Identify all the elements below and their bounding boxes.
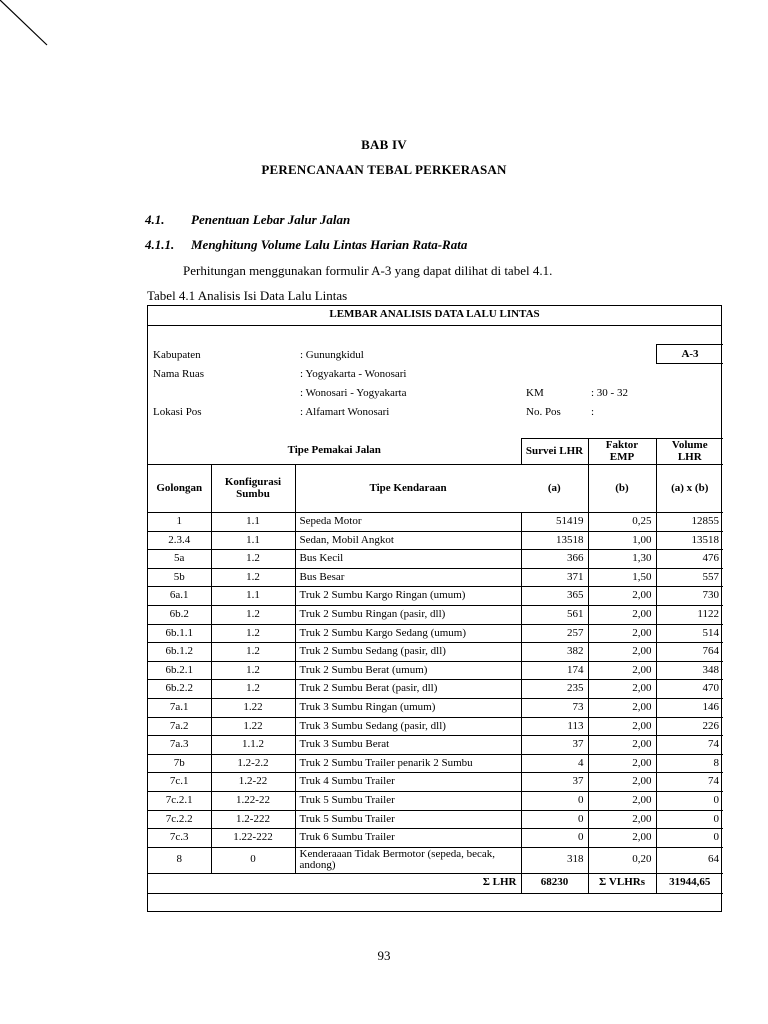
unit-a: (a) <box>521 465 588 513</box>
konfigurasi-cell: 1.2-22 <box>211 773 295 792</box>
konfigurasi-cell: 1.2-222 <box>211 810 295 829</box>
table-row <box>148 698 723 717</box>
table-row <box>148 791 723 810</box>
table-row <box>148 568 723 587</box>
volume-cell: 74 <box>656 736 723 755</box>
tipe-cell: Truk 2 Sumbu Kargo Sedang (umum) <box>295 624 521 643</box>
table-row <box>148 847 723 873</box>
volume-cell: 8 <box>656 754 723 773</box>
emp-cell: 2,00 <box>588 643 656 662</box>
tipe-cell: Bus Kecil <box>295 550 521 569</box>
lhr-cell: 365 <box>521 587 588 606</box>
golongan-cell: 7a.2 <box>148 717 211 736</box>
nopos-value: : <box>591 406 595 418</box>
konfigurasi-cell: 1.1 <box>211 513 295 532</box>
tipe-cell: Truk 3 Sumbu Sedang (pasir, dll) <box>295 717 521 736</box>
traffic-data-table <box>148 438 723 894</box>
subsection-number: 4.1.1. <box>145 237 175 252</box>
volume-cell: 348 <box>656 661 723 680</box>
subsection-heading <box>145 237 467 253</box>
volume-cell: 557 <box>656 568 723 587</box>
section-title: Penentuan Lebar Jalur Jalan <box>191 212 351 227</box>
lhr-cell: 174 <box>521 661 588 680</box>
golongan-cell: 6b.1.1 <box>148 624 211 643</box>
volume-cell: 13518 <box>656 531 723 550</box>
tipe-cell: Truk 3 Sumbu Berat <box>295 736 521 755</box>
table-row <box>148 736 723 755</box>
lhr-cell: 382 <box>521 643 588 662</box>
nopos-label: No. Pos <box>526 406 561 418</box>
lhr-cell: 4 <box>521 754 588 773</box>
tipe-cell: Sedan, Mobil Angkot <box>295 531 521 550</box>
golongan-cell: 7c.3 <box>148 829 211 848</box>
volume-cell: 12855 <box>656 513 723 532</box>
konfigurasi-cell: 1.1.2 <box>211 736 295 755</box>
table-row <box>148 680 723 699</box>
section-heading <box>145 212 350 228</box>
tipe-cell: Sepeda Motor <box>295 513 521 532</box>
lhr-cell: 235 <box>521 680 588 699</box>
table-row <box>148 643 723 662</box>
golongan-cell: 7a.1 <box>148 698 211 717</box>
lhr-cell: 0 <box>521 810 588 829</box>
page-number: 93 <box>377 948 391 963</box>
tipe-cell: Truk 5 Sumbu Trailer <box>295 810 521 829</box>
table-row <box>148 587 723 606</box>
konfigurasi-cell: 1.2 <box>211 550 295 569</box>
konfigurasi-cell: 1.22 <box>211 698 295 717</box>
tipe-cell: Truk 2 Sumbu Ringan (pasir, dll) <box>295 605 521 624</box>
lhr-cell: 73 <box>521 698 588 717</box>
lhr-cell: 0 <box>521 791 588 810</box>
ruas-value-2: : Wonosari - Yogyakarta <box>300 387 407 399</box>
faktor-header: Faktor EMP <box>588 439 656 465</box>
form-code-box: A-3 <box>656 344 723 364</box>
volume-cell: 0 <box>656 810 723 829</box>
total-vlhr-label: Σ VLHRs <box>588 873 656 893</box>
table-row <box>148 829 723 848</box>
lhr-cell: 37 <box>521 736 588 755</box>
tipe-cell: Kenderaaan Tidak Bermotor (sepeda, becak, andong) <box>295 847 521 873</box>
emp-cell: 2,00 <box>588 698 656 717</box>
konfigurasi-cell: 1.2 <box>211 643 295 662</box>
golongan-cell: 6b.2.2 <box>148 680 211 699</box>
unit-axb: (a) x (b) <box>656 465 723 513</box>
konfigurasi-cell: 1.22-22 <box>211 791 295 810</box>
lhr-cell: 257 <box>521 624 588 643</box>
lhr-cell: 561 <box>521 605 588 624</box>
group-header: Tipe Pemakai Jalan <box>148 439 521 465</box>
lokasi-value: : Alfamart Wonosari <box>300 406 390 418</box>
golongan-cell: 6b.2.1 <box>148 661 211 680</box>
chapter-title: PERENCANAAN TEBAL PERKERASAN <box>261 162 507 177</box>
emp-cell: 2,00 <box>588 736 656 755</box>
survei-header: Survei LHR <box>521 439 588 465</box>
golongan-cell: 1 <box>148 513 211 532</box>
table-row <box>148 605 723 624</box>
konfigurasi-cell: 1.22-222 <box>211 829 295 848</box>
subsection-title: Menghitung Volume Lalu Lintas Harian Rata-Rata <box>191 237 468 252</box>
lhr-cell: 318 <box>521 847 588 873</box>
km-label: KM <box>526 387 544 399</box>
golongan-cell: 7b <box>148 754 211 773</box>
volume-cell: 74 <box>656 773 723 792</box>
volume-cell: 64 <box>656 847 723 873</box>
tipe-header: Tipe Kendaraan <box>295 465 521 513</box>
volume-cell: 470 <box>656 680 723 699</box>
tipe-cell: Truk 3 Sumbu Ringan (umum) <box>295 698 521 717</box>
golongan-cell: 2.3.4 <box>148 531 211 550</box>
konfigurasi-cell: 1.1 <box>211 587 295 606</box>
tipe-cell: Truk 4 Sumbu Trailer <box>295 773 521 792</box>
emp-cell: 2,00 <box>588 717 656 736</box>
chapter-number: BAB IV <box>361 137 407 152</box>
golongan-cell: 6b.2 <box>148 605 211 624</box>
golongan-cell: 7c.2.2 <box>148 810 211 829</box>
emp-cell: 2,00 <box>588 754 656 773</box>
tipe-cell: Truk 2 Sumbu Berat (pasir, dll) <box>295 680 521 699</box>
konfigurasi-cell: 1.1 <box>211 531 295 550</box>
emp-cell: 2,00 <box>588 605 656 624</box>
emp-cell: 2,00 <box>588 791 656 810</box>
ruas-value-1: : Yogyakarta - Wonosari <box>300 368 407 380</box>
emp-cell: 0,20 <box>588 847 656 873</box>
konfigurasi-header: Konfigurasi Sumbu <box>211 465 295 513</box>
golongan-cell: 5a <box>148 550 211 569</box>
volume-cell: 1122 <box>656 605 723 624</box>
konfigurasi-cell: 0 <box>211 847 295 873</box>
lhr-cell: 366 <box>521 550 588 569</box>
emp-cell: 0,25 <box>588 513 656 532</box>
konfigurasi-cell: 1.22 <box>211 717 295 736</box>
kabupaten-label: Kabupaten <box>153 349 201 361</box>
table-row <box>148 513 723 532</box>
lhr-cell: 371 <box>521 568 588 587</box>
lokasi-label: Lokasi Pos <box>153 406 202 418</box>
emp-cell: 2,00 <box>588 587 656 606</box>
unit-b: (b) <box>588 465 656 513</box>
table-row <box>148 531 723 550</box>
body-paragraph: Perhitungan menggunakan formulir A-3 yang dapat dilihat di tabel 4.1. <box>183 263 553 278</box>
table-row <box>148 624 723 643</box>
emp-cell: 1,00 <box>588 531 656 550</box>
total-lhr-label: Σ LHR <box>148 873 521 893</box>
golongan-cell: 6a.1 <box>148 587 211 606</box>
volume-cell: 0 <box>656 829 723 848</box>
konfigurasi-cell: 1.2 <box>211 605 295 624</box>
table-header-row <box>148 439 723 465</box>
volume-cell: 146 <box>656 698 723 717</box>
ruas-label: Nama Ruas <box>153 368 205 380</box>
tipe-cell: Truk 5 Sumbu Trailer <box>295 791 521 810</box>
emp-cell: 2,00 <box>588 829 656 848</box>
km-value: : 30 - 32 <box>591 387 628 399</box>
table-row <box>148 717 723 736</box>
golongan-cell: 7c.1 <box>148 773 211 792</box>
table-row <box>148 754 723 773</box>
konfigurasi-cell: 1.2 <box>211 568 295 587</box>
emp-cell: 2,00 <box>588 773 656 792</box>
kabupaten-value: : Gunungkidul <box>300 349 364 361</box>
emp-cell: 1,50 <box>588 568 656 587</box>
table-caption: Tabel 4.1 Analisis Isi Data Lalu Lintas <box>147 288 348 303</box>
sheet-title: LEMBAR ANALISIS DATA LALU LINTAS <box>329 308 540 320</box>
lhr-cell: 37 <box>521 773 588 792</box>
golongan-cell: 6b.1.2 <box>148 643 211 662</box>
volume-cell: 476 <box>656 550 723 569</box>
emp-cell: 1,30 <box>588 550 656 569</box>
tipe-cell: Truk 2 Sumbu Sedang (pasir, dll) <box>295 643 521 662</box>
volume-header: Volume LHR <box>656 439 723 465</box>
emp-cell: 2,00 <box>588 661 656 680</box>
total-lhr-value: 68230 <box>521 873 588 893</box>
lhr-cell: 13518 <box>521 531 588 550</box>
volume-cell: 730 <box>656 587 723 606</box>
konfigurasi-cell: 1.2 <box>211 624 295 643</box>
lhr-cell: 51419 <box>521 513 588 532</box>
golongan-cell: 7c.2.1 <box>148 791 211 810</box>
corner-fold-line <box>0 0 768 60</box>
tipe-cell: Truk 2 Sumbu Berat (umum) <box>295 661 521 680</box>
analysis-sheet <box>147 305 722 912</box>
tipe-cell: Truk 2 Sumbu Trailer penarik 2 Sumbu <box>295 754 521 773</box>
total-vlhr-value: 31944,65 <box>656 873 723 893</box>
tipe-cell: Truk 6 Sumbu Trailer <box>295 829 521 848</box>
table-row <box>148 773 723 792</box>
table-row <box>148 550 723 569</box>
emp-cell: 2,00 <box>588 624 656 643</box>
totals-row <box>148 873 723 893</box>
tipe-cell: Truk 2 Sumbu Kargo Ringan (umum) <box>295 587 521 606</box>
konfigurasi-cell: 1.2 <box>211 680 295 699</box>
lhr-cell: 113 <box>521 717 588 736</box>
tipe-cell: Bus Besar <box>295 568 521 587</box>
golongan-cell: 5b <box>148 568 211 587</box>
table-row <box>148 661 723 680</box>
golongan-header: Golongan <box>148 465 211 513</box>
section-number: 4.1. <box>145 212 165 227</box>
golongan-cell: 8 <box>148 847 211 873</box>
emp-cell: 2,00 <box>588 810 656 829</box>
konfigurasi-cell: 1.2-2.2 <box>211 754 295 773</box>
emp-cell: 2,00 <box>588 680 656 699</box>
sheet-title-divider <box>148 325 721 326</box>
konfigurasi-cell: 1.2 <box>211 661 295 680</box>
volume-cell: 764 <box>656 643 723 662</box>
table-row <box>148 810 723 829</box>
golongan-cell: 7a.3 <box>148 736 211 755</box>
volume-cell: 226 <box>656 717 723 736</box>
lhr-cell: 0 <box>521 829 588 848</box>
volume-cell: 514 <box>656 624 723 643</box>
volume-cell: 0 <box>656 791 723 810</box>
